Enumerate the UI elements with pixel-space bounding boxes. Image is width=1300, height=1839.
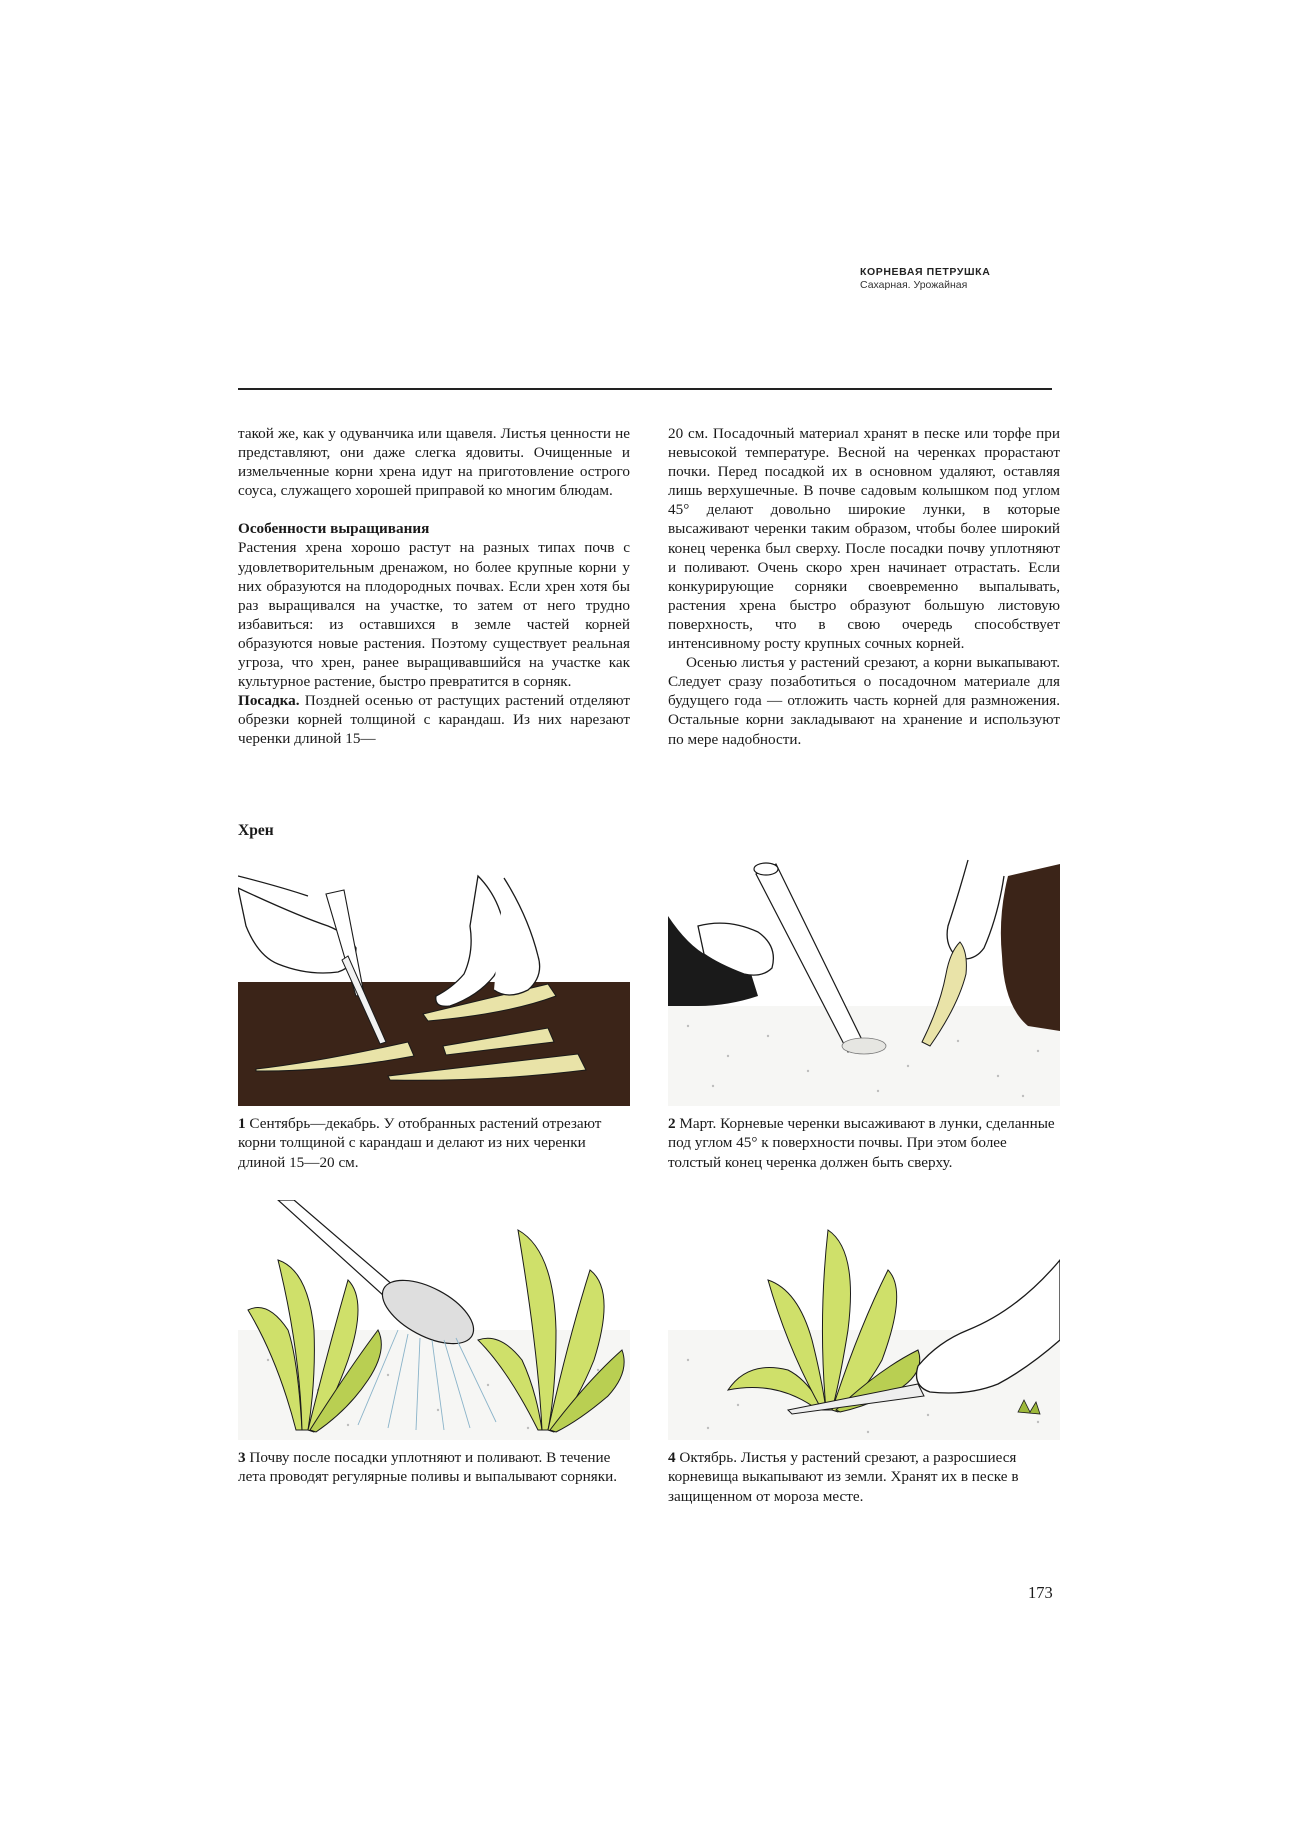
- running-header-subtitle: Сахарная. Урожайная: [860, 279, 968, 291]
- right-text-column: [668, 424, 1060, 749]
- illustration-3: [238, 1200, 630, 1440]
- paragraph: такой же, как у одуванчика или щавеля. Листья ценности не представляют, они даже слегка ядовиты. Очищенные и измельченные корни хрена идут на приготовление острого соуса, служащего хорошей приправой ко многим блюдам.: [238, 425, 630, 500]
- caption-text: Октябрь. Листья у растений срезают, а разросшиеся корневища выкапывают из земли. Хранят их в песке в защищенном от мороза месте.: [668, 1449, 1019, 1505]
- caption-number: 1: [238, 1115, 246, 1132]
- right-hand: [947, 860, 1004, 959]
- illustration-1: [238, 856, 630, 1106]
- paragraph: [238, 691, 630, 748]
- paragraph: Осенью листья у растений срезают, а корни выкапывают. Следует сразу позаботиться о посадочном материале для будущего года — отложить часть корней для размножения. Остальные корни закладывают на хранение и используют по мере надобности.: [668, 654, 1060, 748]
- caption-text: Сентябрь—декабрь. У отобранных растений отрезают корни толщиной с карандаш и делают из них черенки длиной 15—20 см.: [238, 1115, 602, 1171]
- horseradish-plant: [728, 1230, 920, 1412]
- root-cutting-drawing: [238, 856, 630, 1106]
- harvest-drawing: [668, 1200, 1060, 1440]
- caption-text: Почву после посадки уплотняют и поливают. В течение лета проводят регулярные поливы и выпалывают сорняки.: [238, 1449, 618, 1486]
- caption-2: [668, 1114, 1063, 1172]
- caption-number: 2: [668, 1115, 676, 1132]
- soil-band: [238, 982, 630, 1106]
- caption-number: 3: [238, 1449, 246, 1466]
- caption-3: [238, 1448, 633, 1487]
- figure-title: Хрен: [238, 822, 274, 839]
- paragraph: Растения хрена хорошо растут на разных типах почв с удовлетворительным дренажом, но более крупные корни у них образуются на плодородных почвах. Если хрен хотя бы раз выращивался на участке, то затем от него трудно избавиться: из оставшихся в земле частей корней образуются новые растения. Поэтому существует реальная угроза, что хрен, ранее выращивавшийся на участке как культурное растение, быстро превратится в сорняк.: [238, 539, 630, 691]
- left-text-column: [238, 424, 630, 749]
- soil-ground: [668, 1006, 1060, 1106]
- caption-1: [238, 1114, 633, 1172]
- caption-text: Март. Корневые черенки высаживают в лунки, сделанные под углом 45° к поверхности почвы. При этом более толстый конец черенка должен быть сверху.: [668, 1115, 1055, 1171]
- running-header-title: КОРНЕВАЯ ПЕТРУШКА: [860, 266, 991, 278]
- paragraph-gap: [238, 500, 630, 519]
- section-subheading: Особенности выращивания: [238, 520, 430, 538]
- right-hand-back: [494, 878, 540, 995]
- illustration-2: [668, 856, 1060, 1106]
- paragraph-text: Поздней осенью от растущих растений отделяют обрезки корней толщиной с карандаш. Из них нарезают черенки длиной 15—: [238, 692, 630, 748]
- dibber-top: [754, 863, 778, 875]
- running-header: [860, 266, 1080, 291]
- dark-figure: [1001, 864, 1060, 1031]
- caption-number: 4: [668, 1449, 676, 1466]
- caption-4: [668, 1448, 1063, 1506]
- illustration-4: [668, 1200, 1060, 1440]
- page-number: 173: [1028, 1583, 1053, 1602]
- header-rule: [238, 388, 1052, 390]
- paragraph: 20 см. Посадочный материал хранят в песке или торфе при невысокой температуре. Весной на черенках прорастают почки. Перед посадкой их в основном удаляют, оставляя лишь верхушечные. В почве садовым колышком под углом 45° делают довольно широкие лунки, в которые высаживают черенки таким образом, чтобы более широкий конец черенка был сверху. После посадки почву уплотняют и поливают. Очень скоро хрен начинает отрастать. Если конкурирующие сорняки своевременно выпалывать, растения хрена быстро образуют большую листовую поверхность, что в свою очередь способствует интенсивному росту крупных сочных корней.: [668, 425, 1060, 653]
- watering-drawing: [238, 1200, 630, 1440]
- run-in-heading: Посадка.: [238, 692, 300, 710]
- planting-hole: [842, 1038, 886, 1054]
- planting-drawing: [668, 856, 1060, 1106]
